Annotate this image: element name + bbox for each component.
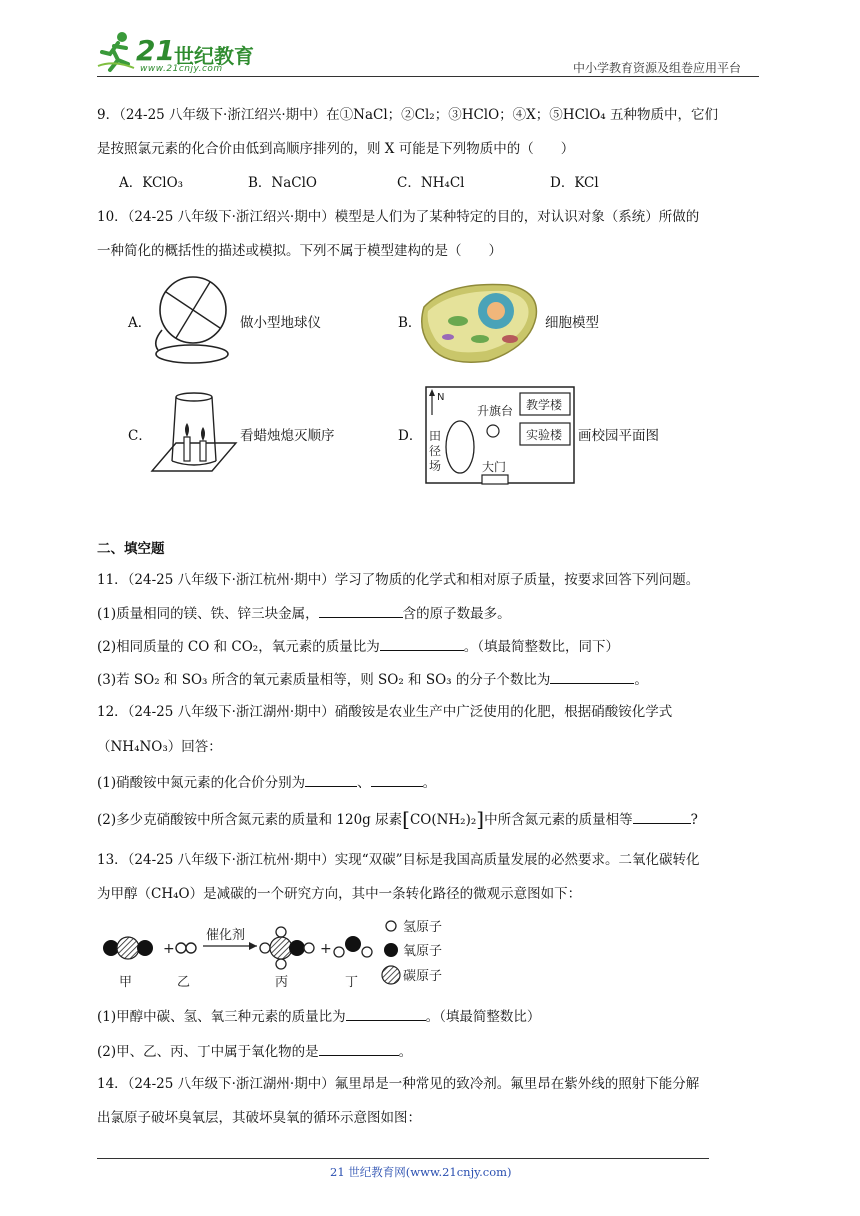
q10-d-letter: D． xyxy=(398,428,423,444)
q10-a-text: 做小型地球仪 xyxy=(240,315,321,331)
logo-url: www.21cnjy.com xyxy=(140,64,223,74)
q14-line2: 出氯原子破坏臭氧层，其破坏臭氧的循环示意图如图： xyxy=(97,1110,421,1126)
q12-p1-text-c: 。 xyxy=(422,775,437,791)
q13-p2-blank[interactable] xyxy=(319,1041,399,1056)
q13-p1-blank[interactable] xyxy=(346,1006,426,1021)
q10-c-text: 看蜡烛熄灭顺序 xyxy=(240,428,335,444)
globe-model-icon xyxy=(148,272,240,372)
q13-part2 xyxy=(97,1041,412,1062)
q10-line2: 一种简化的概括性的描述或模拟。下列不属于模型建构的是（ ） xyxy=(97,243,502,259)
map-teaching: 教学楼 xyxy=(526,398,563,412)
label-yi: 乙 xyxy=(177,975,191,990)
section-title: 二、填空题 xyxy=(97,541,165,557)
map-field-3: 场 xyxy=(429,459,442,473)
q12-p1-text-a: (1)硝酸铵中氮元素的化合价分别为 xyxy=(97,775,306,791)
q9-option-d: D．KCl xyxy=(550,175,599,191)
q11-p3-blank[interactable] xyxy=(550,669,634,684)
q10-b-letter: B． xyxy=(398,315,422,331)
q14-line1: 14．（24-25 八年级下·浙江湖州·期中）氟里昂是一种常见的致冷剂。氟里昂在紫外线的照射下能分解 xyxy=(97,1076,700,1092)
q11-part3 xyxy=(97,669,648,690)
q10-line1: 10．（24-25 八年级下·浙江绍兴·期中）模型是人们为了某种特定的目的，对认识对象（系统）所做的 xyxy=(97,209,700,225)
cell-model-icon xyxy=(418,277,542,369)
q13-p1-text-a: (1)甲醇中碳、氢、氧三种元素的质量比为 xyxy=(97,1009,346,1025)
map-lab: 实验楼 xyxy=(526,428,563,442)
q13-p2-text-b: 。 xyxy=(398,1044,413,1060)
q11-part2 xyxy=(97,636,619,657)
q11-p2-text-b: 。（填最简整数比，同下） xyxy=(463,639,619,655)
candle-experiment-icon xyxy=(148,383,240,483)
map-gate: 大门 xyxy=(482,460,507,474)
q12-p2-text-b: 中所含氮元素的质量相等 xyxy=(484,812,633,828)
footer-text: 21 世纪教育网(www.21cnjy.com) xyxy=(330,1165,512,1179)
label-jia: 甲 xyxy=(119,975,133,990)
q12-urea-formula: CO(NH₂)₂ xyxy=(409,812,477,828)
q10-c-letter: C． xyxy=(128,428,152,444)
map-field-2: 径 xyxy=(429,444,442,458)
legend-oxygen: 氧原子 xyxy=(403,944,443,959)
q11-p2-text-a: (2)相同质量的 CO 和 CO₂，氧元素的质量比为 xyxy=(97,639,380,655)
q11-line1: 11．（24-25 八年级下·浙江杭州·期中）学习了物质的化学式和相对原子质量，按要求回答下列问题。 xyxy=(97,572,700,588)
map-flag: 升旗台 xyxy=(477,404,514,418)
q12-part2: (2)多少克硝酸铵中所含氮元素的质量和 120g 尿素[CO(NH₂)₂]中所含氮元素的质量相等 ? xyxy=(97,807,698,831)
q12-p1-blank-2[interactable] xyxy=(371,772,423,787)
q11-p2-blank[interactable] xyxy=(380,636,464,651)
q12-p2-text-c: ? xyxy=(690,812,698,828)
label-ding: 丁 xyxy=(345,975,359,990)
q10-d-text: 画校园平面图 xyxy=(578,428,659,444)
legend-carbon: 碳原子 xyxy=(403,969,443,984)
reaction-diagram xyxy=(97,912,467,992)
header-logo xyxy=(96,30,266,78)
q11-p3-text-a: (3)若 SO₂ 和 SO₃ 所含的氧元素质量相等，则 SO₂ 和 SO₃ 的分子个数比为 xyxy=(97,672,551,688)
q11-p1-blank[interactable] xyxy=(319,603,403,618)
q12-p1-blank-1[interactable] xyxy=(305,772,357,787)
header-rule xyxy=(97,76,759,77)
map-field-1: 田 xyxy=(429,429,442,443)
q11-p1-text-a: (1)质量相同的镁、铁、锌三块金属， xyxy=(97,606,319,622)
q9-line2: 是按照氯元素的化合价由低到高顺序排列的，则 X 可能是下列物质中的（ ） xyxy=(97,141,575,157)
q9-option-c: C．NH₄Cl xyxy=(397,175,465,191)
q13-p2-text-a: (2)甲、乙、丙、丁中属于氧化物的是 xyxy=(97,1044,319,1060)
q12-p2-blank[interactable] xyxy=(633,809,691,824)
catalyst-label: 催化剂 xyxy=(206,928,246,943)
logo-number: 21 xyxy=(136,34,175,67)
svg-text:+: + xyxy=(320,941,332,957)
legend-hydrogen: 氢原子 xyxy=(403,920,443,935)
q9-option-a: A．KClO₃ xyxy=(119,175,184,191)
q13-part1 xyxy=(97,1006,540,1027)
footer-rule xyxy=(97,1158,709,1159)
campus-map-icon xyxy=(424,385,576,487)
q10-a-letter: A． xyxy=(128,315,152,331)
q10-b-text: 细胞模型 xyxy=(545,315,599,331)
q11-part1 xyxy=(97,603,511,624)
q13-line2: 为甲醇（CH₄O）是减碳的一个研究方向，其中一条转化路径的微观示意图如下： xyxy=(97,886,582,902)
label-bing: 丙 xyxy=(275,975,289,990)
svg-text:+: + xyxy=(163,941,175,957)
map-north: N xyxy=(437,392,445,403)
platform-name: 中小学教育资源及组卷应用平台 xyxy=(573,61,742,75)
q11-p3-text-b: 。 xyxy=(634,672,648,688)
q12-line2: （NH₄NO₃）回答： xyxy=(97,739,222,755)
runner-logo-icon xyxy=(96,30,136,74)
logo-text: 世纪教育 xyxy=(174,44,254,68)
q12-part1 xyxy=(97,772,436,793)
q12-p2-text-a: (2)多少克硝酸铵中所含氮元素的质量和 120g 尿素 xyxy=(97,812,403,828)
q12-line1: 12．（24-25 八年级下·浙江湖州·期中）硝酸铵是农业生产中广泛使用的化肥，根据硝酸铵化学式 xyxy=(97,704,673,720)
q13-p1-text-b: 。（填最简整数比） xyxy=(425,1009,541,1025)
q13-line1: 13．（24-25 八年级下·浙江杭州·期中）实现“双碳”目标是我国高质量发展的必然要求。二氧化碳转化 xyxy=(97,852,700,868)
q12-p1-text-b: 、 xyxy=(357,775,371,791)
q9-line1: 9．（24-25 八年级下·浙江绍兴·期中）在①NaCl；②Cl₂；③HClO；④X；⑤HClO₄ 五种物质中，它们 xyxy=(97,107,718,123)
q9-option-b: B．NaClO xyxy=(248,175,317,191)
q11-p1-text-b: 含的原子数最多。 xyxy=(402,606,511,622)
